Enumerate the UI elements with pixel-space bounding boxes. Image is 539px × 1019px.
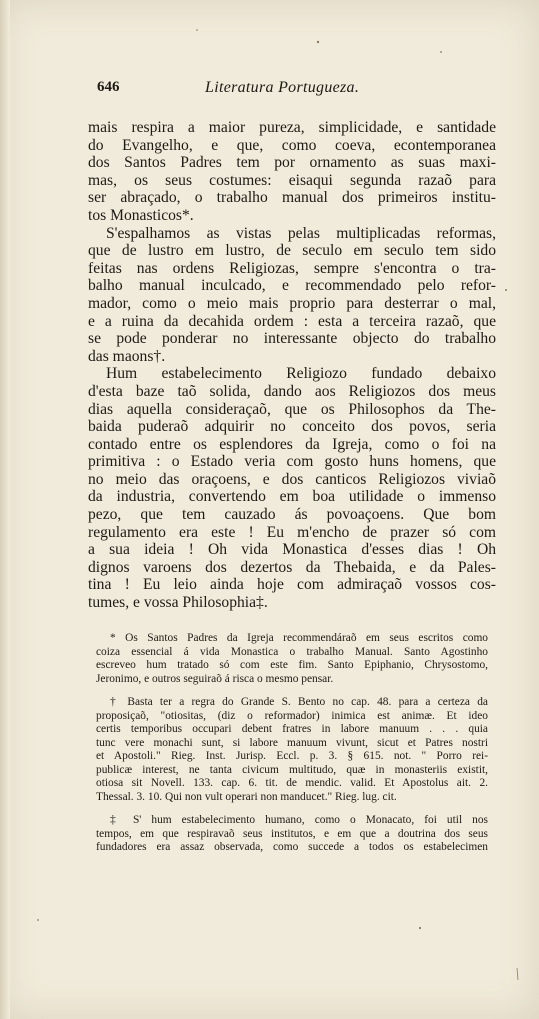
page-header	[97, 79, 482, 99]
text-line: que de lustro em lustro, de seculo em seculo tem sido	[88, 242, 496, 260]
text-line: da industria, convertendo em boa utilidade o immenso	[88, 488, 496, 506]
text-line: se pode ponderar no interessante objecto do trabalho	[88, 330, 496, 348]
text-line: e a ruina da decahida ordem : esta a terceira razaõ, que	[88, 312, 496, 330]
text-line: dos Santos Padres tem por ornamento as suas maxi-	[88, 154, 496, 172]
footnote-line: tunc vere monachi sunt, si labore manuum vivunt, sicut et Patres nostri	[96, 736, 488, 749]
text-line: mais respira a maior pureza, simplicidade, e santidade	[88, 119, 496, 136]
footnote-line: proposiçaõ, "otiositas, (diz o reformador) inimica est animæ. Et ideo	[96, 709, 488, 722]
speck	[505, 289, 507, 291]
text-line: baida puderaõ adquirir no conceito dos povos, seria	[88, 418, 496, 436]
footnote	[96, 696, 488, 804]
text-line: mas, os seus costumes: eisaqui segunda razaõ para	[88, 171, 496, 189]
footnote	[96, 814, 488, 855]
text-line: regulamento era este ! Eu m'encho de prazer só com	[88, 523, 496, 541]
footnote-line: coiza essencial á vida Monastica o trabalho Manual. Santo Agostinho	[96, 645, 488, 658]
text-line: primitiva : o Estado veria com gosto huns homens, que	[88, 453, 496, 471]
footnote-line: otiosa sit Novell. 133. cap. 6. tit. de mendic. valid. Et Apostolus ait. 2.	[96, 777, 488, 789]
text-line: S'espalhamos as vistas pelas multiplicadas reformas,	[106, 224, 496, 242]
text-line: contado entre os esplendores da Igreja, como o foi na	[88, 435, 496, 453]
text-line: tos Monasticos*.	[88, 206, 194, 224]
text-line: d'esta baze taõ solida, dando aos Religiozos dos meus	[88, 382, 496, 400]
speck	[419, 927, 421, 929]
text-line: tumes, e vossa Philosophia‡.	[88, 594, 268, 612]
paragraph	[88, 365, 496, 611]
text-line: ser abraçado, o trabalho manual dos primeiros institu-	[88, 189, 496, 207]
footnote-line: tempos, em que respiravaõ seus institutos, e em que a doutrina dos seus	[96, 827, 488, 840]
footnote-line: † Basta ter a regra do Grande S. Bento no cap. 48. para a certeza da	[110, 696, 488, 708]
text-line: feitas nas ordens Religiozas, sempre s'encontra o tra-	[88, 259, 496, 277]
text-line: mador, como o meio mais proprio para desterrar o mal,	[88, 294, 496, 312]
text-line: a sua ideia ! Oh vida Monastica d'esses dias ! Oh	[88, 541, 496, 559]
footnote-line: Jeronimo, e outros seguiraõ á risca o mesmo pensar.	[96, 672, 334, 685]
speck	[317, 41, 319, 43]
footnote-line: escreveo hum tratado só com este fim. Santo Epiphanio, Chrysostomo,	[96, 659, 488, 671]
text-line: dignos varoens dos dezertos da Thebaida, e da Pales-	[88, 558, 496, 576]
text-line: no meio das oraçoens, e dos canticos Religiozos viviaõ	[88, 470, 496, 488]
speck	[440, 51, 442, 53]
speck	[37, 919, 39, 921]
text-line: das maons†.	[88, 347, 166, 365]
footnote-line: * Os Santos Padres da Igreja recommendáraõ em seus escritos como	[110, 632, 488, 644]
text-line: balho manual inculcado, e recommendado pelo refor-	[88, 277, 496, 295]
page-number: 646	[97, 79, 120, 95]
text-line: do Evangelho, e que, como coeva, econtemporanea	[88, 136, 496, 154]
text-line: pezo, que tem cauzado ás povoaçoens. Que bom	[88, 506, 496, 524]
main-text	[88, 119, 496, 612]
running-title: Literatura Portugueza.	[205, 79, 360, 96]
paragraph	[88, 119, 496, 225]
footnote-line: Thessal. 3. 10. Qui non vult operari non manducet." Rieg. lug. cit.	[96, 790, 397, 803]
footnote-line: publicæ interest, ne tanta civicum multitudo, quæ in monasteriis existit,	[96, 763, 488, 776]
text-line: Hum estabelecimento Religiozo fundado debaixo	[106, 365, 496, 383]
footnote-line: certis temporibus occupari debent fratres in labore manuum . . . quia	[96, 723, 488, 735]
text-line: dias aquella consideraçaõ, que os Philosophos da The-	[88, 400, 496, 418]
footnote-line: ‡ S' hum estabelecimento humano, como o Monacato, foi util nos	[110, 814, 488, 826]
footnotes	[96, 632, 488, 865]
page-gutter	[0, 0, 10, 1019]
paragraph	[88, 225, 496, 366]
footnote	[96, 632, 488, 686]
speck	[196, 29, 198, 31]
speck	[517, 968, 518, 980]
footnote-line: fundadores era assaz observada, como succede a todos os estabelecimen	[96, 841, 488, 853]
footnote-line: et Apostoli." Rieg. Inst. Jurisp. Eccl. p. 3. § 615. not. " Porro rei-	[96, 750, 488, 762]
text-line: tina ! Eu leio ainda hoje com admiraçaõ vossos cos-	[88, 576, 496, 594]
